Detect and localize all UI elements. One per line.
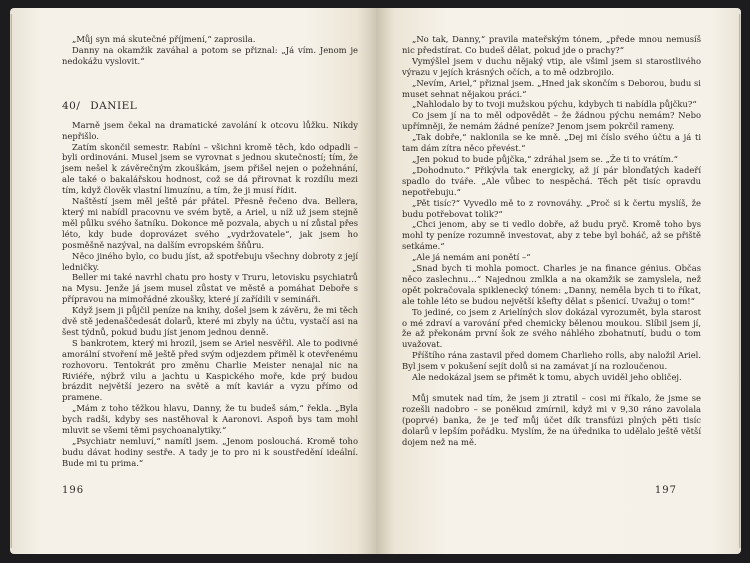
left-page — [10, 8, 376, 554]
paragraph: Co jsem jí na to měl odpovědět – že žádnou pýchu nemám? Nebo upřímněji, že nemám žádné peníze? Jenom jsem pokrčil rameny. — [402, 110, 701, 132]
paragraph: „Ale já nemám ani ponětí –“ — [412, 252, 531, 263]
paragraph: Naštěstí jsem měl ještě pár přátel. Přesně řečeno dva. Bellera, který mi nabídl pracovnu ve svém bytě, a Ariel, u níž už jsem stejně měl půlku svého šatníku. Dokonce mě pozvala, abych u ní zůstal přes léto, kdy bude doprovázet svého „vydržovatele“, jak jsem ho posměšně nazýval, na dalším evropském šňůru. — [62, 196, 358, 250]
chapter-heading — [62, 100, 358, 112]
paragraph: „Jen pokud to bude půjčka,“ zdráhal jsem se. „Že ti to vrátím.“ — [412, 153, 678, 164]
paragraph: „No tak, Danny,“ pravila mateřským tónem, „přede mnou nemusíš nic předstírat. Co budeš dělat, pokud jde o prachy?“ — [402, 34, 701, 55]
page-number: 197 — [654, 485, 677, 496]
paragraph: „Nevím, Ariel,“ přiznal jsem. „Hned jak skončím s Deborou, budu si muset sehnat nějakou práci.“ — [402, 77, 701, 99]
paragraph: Zatím skončil semestr. Rabíni – všichni kromě těch, kdo odpadli – byli ordinováni. Musel jsem se vyrovnat s jednou skutečností; tím, že jsem nešel k závěrečným zkouškám, jsem přišel nejen o požehnání, ale také o bakalářskou hodnost, což se dá přirovnat k rozdílu mezi tím, když člověk vlastní limuzínu, a tím, že ji musí řídit. — [62, 141, 358, 196]
paragraph: Ale nedokázal jsem se přimět k tomu, abych uviděl jeho obličej. — [412, 372, 682, 383]
chapter-title: DANIEL — [90, 99, 138, 112]
page-number: 196 — [62, 485, 85, 496]
paragraph: „Dohodnuto.“ Přikývla tak energicky, až jí pár blonďatých kadeří spadlo do tváře. „Ale vůbec to nespěchá. Těch pět tisíc opravdu nepotřebuju.“ — [402, 164, 701, 197]
paragraph: Můj smutek nad tím, že jsem ji ztratil – cosi mi říkalo, že jsme se rozešli nadobro – se poněkud zmírnil, když mi v 9,30 ráno zavolala (poprvé) banka, že je teď můj účet dík transfúzi plných pěti tisíc dolarů v lepším pořádku. Myslím, že na úřednika to udělalo ještě větší dojem než na mě. — [402, 393, 701, 447]
paragraph: Danny na okamžik zaváhal a potom se přiznal: „Já vím. Jenom je nedokážu vyslovit.“ — [62, 44, 358, 66]
paragraph: „Mám z toho těžkou hlavu, Danny, že tu budeš sám,“ řekla. „Byla bych radši, kdyby ses nastěhoval k Aaronovi. Aspoň bys tam mohl mluvit se všemi těmi psychoanalytiky.“ — [62, 403, 358, 436]
paragraph: Něco jiného bylo, co budu jíst, až spotřebuju všechny dobroty z její ledničky. — [62, 250, 358, 272]
paragraph: „Tak dobře,“ naklonila se ke mně. „Dej mi číslo svého účtu a já ti tam dám zítra něco převést.“ — [402, 132, 701, 154]
paragraph: „Nahlodalo by to tvoji mužskou pýchu, kdybych ti nabídla půjčku?“ — [412, 99, 697, 110]
right-page — [376, 8, 741, 554]
section-gap — [402, 383, 701, 393]
paragraph: „Chci jenom, aby se ti vedlo dobře, až budu pryč. Kromě toho bys mohl ty peníze rozumně investovat, aby z tebe byl boháč, až se přiště setkáme.“ — [402, 219, 701, 252]
paragraph: To jediné, co jsem z Arielíných slov dokázal vyrozumět, byla starost o mé zdraví a varování před chemicky bělenou moukou. Slíbil jsem jí, že až překonám první šok ze svého náhlého zbohatnutí, budu o tom uvažovat. — [402, 306, 701, 350]
paragraph: Marně jsem čekal na dramatické zavolání k otcovu lůžku. Nikdy nepřišlo. — [62, 119, 358, 141]
paragraph: Když jsem ji půjčil peníze na knihy, došel jsem k závěru, že mi těch dvě stě jedenaščedesát dolarů, které mi zbyly na účtu, vystačí asi na šest týdnů, pokud budu jíst jenom jednou denně. — [62, 305, 358, 337]
page-edge-left — [10, 14, 12, 548]
page-edge-right — [739, 14, 741, 548]
paragraph: „Můj syn má skutečné příjmení,“ zaprosila. — [72, 34, 256, 44]
chapter-number: 40/ — [62, 99, 81, 112]
paragraph: „Snad bych ti mohla pomoct. Charles je na finance génius. Občas něco zaslechnu…“ Najednou zmlkla a na okamžik se zamyslela, než opět pokračovala spiklenecký tónem: „Danny, neměla bych ti to říkat, ale tohle léto se budou největší kšefty dělat s pšenicí. Uvažuj o tom!“ — [402, 263, 701, 306]
paragraph: „Psychiatr nemluví,“ namítl jsem. „Jenom poslouchá. Kromě toho budu dávat hodiny sestře. A tady je to pro ni k soustředění ideální. Bude mi tu prima.“ — [62, 436, 358, 468]
paragraph: Beller mi také navrhl chatu pro hosty v Truru, letovisku psychiatrů na Mysu. Jenže já jsem musel zůstat ve městě a pomáhat Deboře s přípravou na mimořádné zkoušky, které jí zařídili v semináři. — [62, 272, 358, 305]
paragraph: Vymýšlel jsem v duchu nějaký vtip, ale všiml jsem si starostlivého výrazu v jejích krásných očích, a to mě odzbrojilo. — [402, 55, 701, 77]
paragraph: S bankrotem, který mi hrozil, jsem se Ariel nesvěřil. Ale to podivné amorální stvoření mě ještě před svým odjezdem přiměl k otevřenému rozhovoru. Tentokrát pro změnu Charlie Meister nenajal nic na Riviéře, nýbrž vilu a jachtu u Kaspického moře, kde prý budou brázdit největší jezero na světě a mít kaviár a vyzu přímo od pramene. — [62, 337, 358, 403]
paragraph: „Pět tisíc?“ Vyvedlo mě to z rovnováhy. „Proč si k čertu myslíš, že budu potřebovat tolik?“ — [402, 197, 701, 219]
paragraph: Příštího rána zastavil před domem Charlieho rolls, aby naložil Ariel. Byl jsem v pokušení sejít dolů si na zamávat jí na rozloučenou. — [402, 350, 701, 372]
open-book — [10, 8, 741, 554]
